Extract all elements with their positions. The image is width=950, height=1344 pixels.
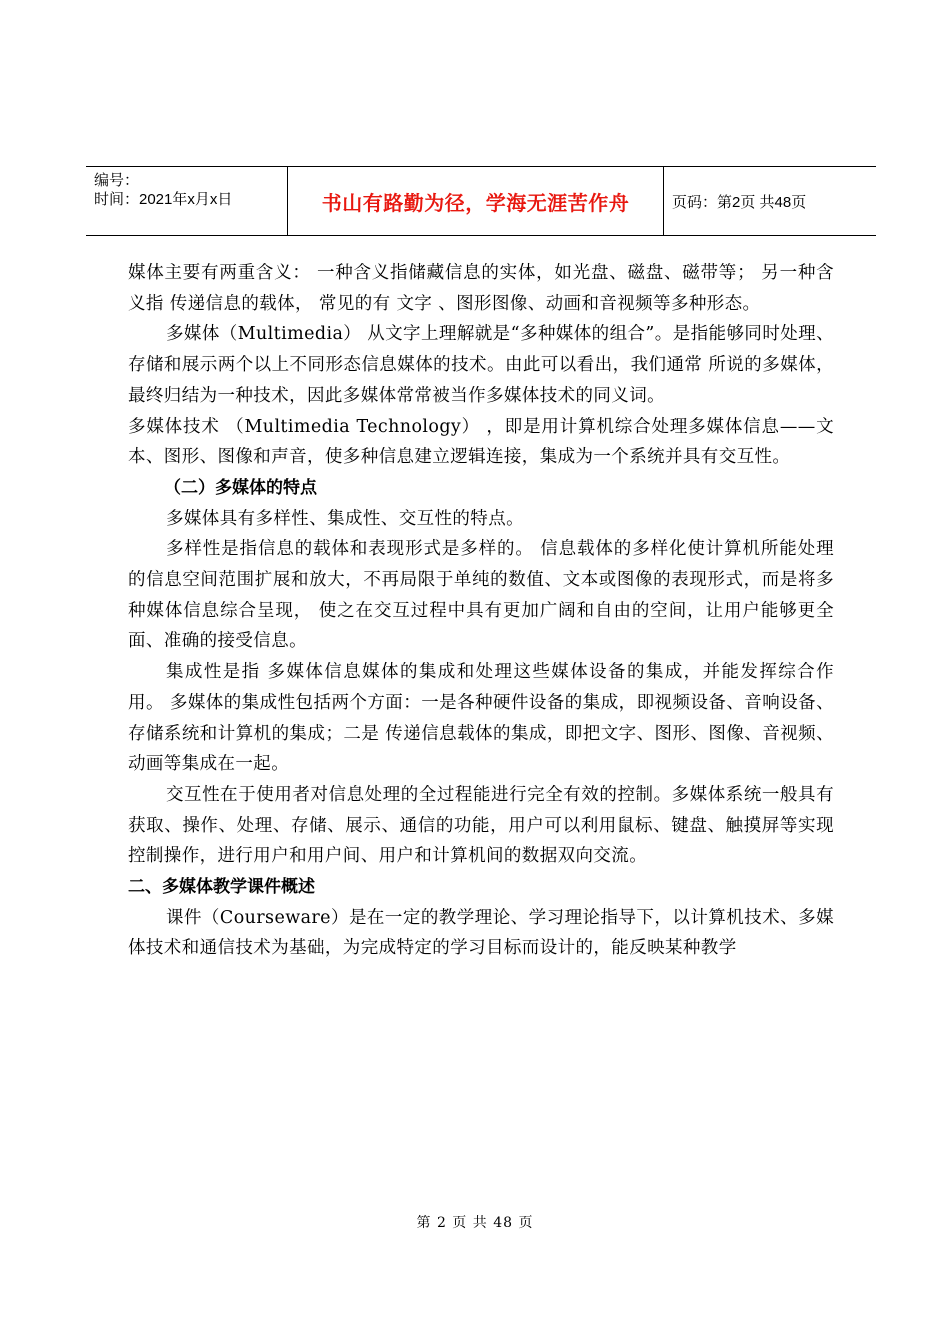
paragraph: 集成性是指 多媒体信息媒体的集成和处理这些媒体设备的集成，并能发挥综合作用。 多媒体的集成性包括两个方面：一是各种硬件设备的集成，即视频设备、音响设备、存储系统和计算机的集成；二是 传递信息载体的集成，即把文字、图形、图像、音视频、动画等集成在一起。 (128, 662, 834, 775)
paragraph: 多样性是指信息的载体和表现形式是多样的。 信息载体的多样化使计算机所能处理的信息空间范围扩展和放大，不再局限于单纯的数值、文本或图像的表现形式，而是将多种媒体信息综合呈现， 使之在交互过程中具有更加广阔和自由的空间，让用户能够更全面、准确的接受信息。 (128, 539, 834, 652)
date-text: 时间：2021年x月x日 (94, 191, 233, 208)
section-heading: （二）多媒体的特点 (164, 477, 317, 498)
paragraph: 多媒体具有多样性、集成性、交互性的特点。 (166, 508, 524, 529)
header-meta (86, 167, 288, 235)
header-page-info: 页码：第2页 共48页 (672, 193, 807, 211)
document-body (128, 258, 834, 964)
paragraph: 媒体主要有两重含义： 一种含义指储藏信息的实体，如光盘、磁盘、磁带等； 另一种含义指 传递信息的载体， 常见的有 文字 、图形图像、动画和音视频等多种形态。 (128, 263, 834, 314)
header-motto: 书山有路勤为径，学海无涯苦作舟 (288, 167, 664, 235)
paragraph: 交互性在于使用者对信息处理的全过程能进行完全有效的控制。多媒体系统一般具有获取、操作、处理、存储、展示、通信的功能，用户可以利用鼠标、键盘、触摸屏等实现控制操作，进行用户和用户间、用户和计算机间的数据双向交流。 (128, 784, 834, 867)
paragraph: 多媒体技术 （Multimedia Technology） ，即是用计算机综合处理多媒体信息——文本、图形、图像和声音，使多种信息建立逻辑连接，集成为一个系统并具有交互性。 (128, 416, 834, 468)
section-heading: 二、多媒体教学课件概述 (128, 877, 315, 898)
paragraph: 课件（Courseware）是在一定的教学理论、学习理论指导下，以计算机技术、多媒体技术和通信技术为基础，为完成特定的学习目标而设计的，能反映某种教学 (128, 907, 834, 959)
page-header (86, 166, 876, 236)
page-footer: 第 2 页 共 48 页 (416, 1215, 534, 1231)
serial-label: 编号： (94, 172, 140, 189)
paragraph: 多媒体（Multimedia） 从文字上理解就是“多种媒体的组合”。是指能够同时处理、存储和展示两个以上不同形态信息媒体的技术。由此可以看出，我们通常 所说的多媒体，最终归结为一种技术，因此多媒体常常被当作多媒体技术的同义词。 (128, 324, 834, 406)
